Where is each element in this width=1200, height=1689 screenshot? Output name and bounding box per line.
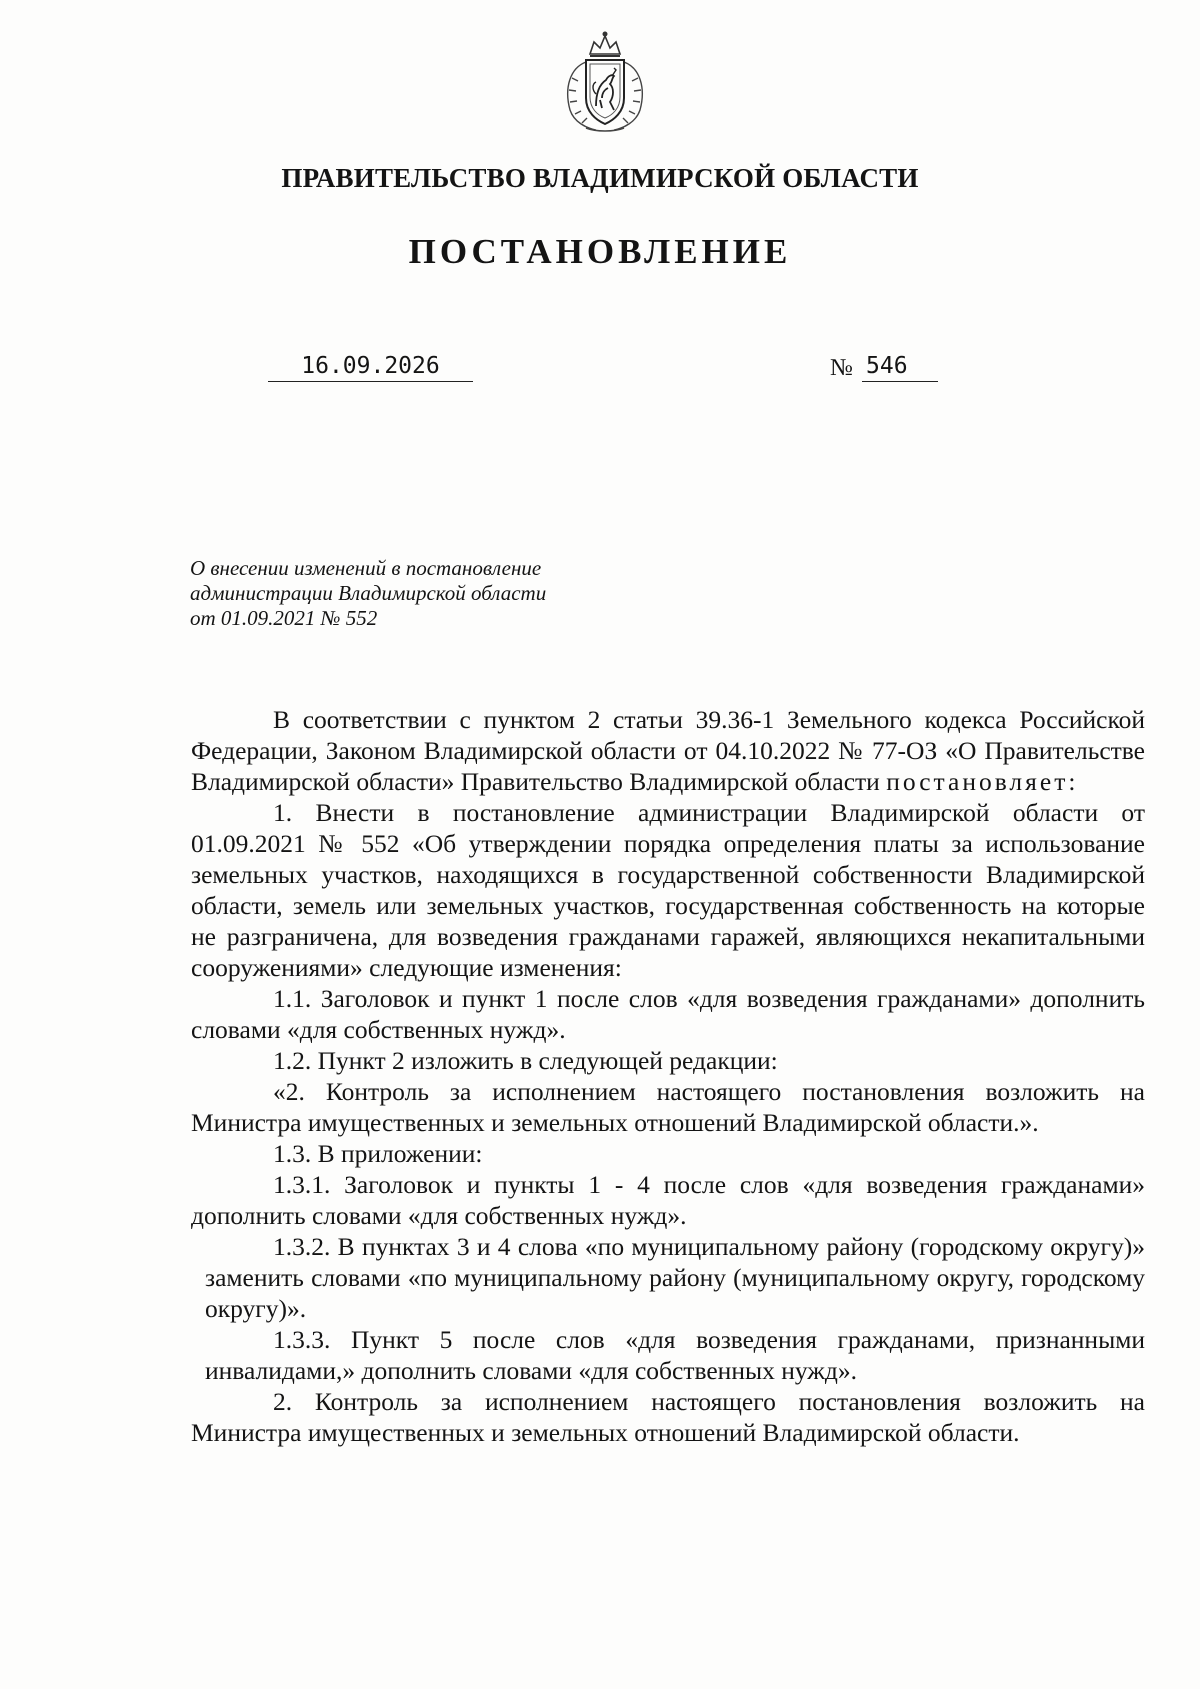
number-sign: № xyxy=(830,355,853,381)
doc-type-title: ПОСТАНОВЛЕНИЕ xyxy=(408,232,792,271)
body-paragraph: 1.1. Заголовок и пункт 1 после слов «для возведения гражданами» дополнить словами «для собственных нужд». xyxy=(191,984,1145,1044)
subject-line: О внесении изменений в постановление xyxy=(190,556,542,580)
subject-line: администрации Владимирской области xyxy=(190,581,547,605)
body-paragraph: 1.3.3. Пункт 5 после слов «для возведения гражданами, признанными инвалидами,» дополнить словами «для собственных нужд». xyxy=(205,1325,1145,1385)
body-paragraph: 1.3.2. В пунктах 3 и 4 слова «по муниципальному району (городскому округу)» заменить словами «по муниципальному району (муниципальному округу, городскому округу)». xyxy=(205,1232,1145,1323)
document-number: 546 xyxy=(862,351,938,382)
preamble-text: В соответствии с пунктом 2 статьи 39.36-1 Земельного кодекса Российской Федерации, Законом Владимирской области от 04.10.2022 № 77-ОЗ «О Правительстве Владимирской области» Правительство Владимирской области xyxy=(191,705,1145,796)
body-paragraph: «2. Контроль за исполнением настоящего постановления возложить на Министра имущественных и земельных отношений Владимирской области.». xyxy=(191,1077,1145,1137)
document-date: 16.09.2026 xyxy=(268,351,473,382)
body-paragraph: 1. Внести в постановление администрации Владимирской области от 01.09.2021 № 552 «Об утверждении порядка определения платы за использование земельных участков, находящихся в государственной собственности Владимирской области, земель или земельных участков, государственная собственность на которые не разграничена, для возведения гражданами гаражей, являющихся некапитальными сооружениями» следующие изменения: xyxy=(191,798,1145,982)
body-paragraph: 1.2. Пункт 2 изложить в следующей редакции: xyxy=(273,1046,778,1075)
body-paragraph: 1.3.1. Заголовок и пункты 1 - 4 после слов «для возведения гражданами» дополнить словами «для собственных нужд». xyxy=(191,1170,1145,1230)
coat-of-arms-icon xyxy=(556,28,654,134)
preamble-paragraph xyxy=(191,704,1145,797)
document-body xyxy=(191,704,1145,1448)
document-subject xyxy=(190,556,610,631)
body-paragraph: 1.3. В приложении: xyxy=(273,1139,483,1168)
org-title: ПРАВИТЕЛЬСТВО ВЛАДИМИРСКОЙ ОБЛАСТИ xyxy=(281,163,919,193)
resolves-word: постановляет: xyxy=(886,767,1079,796)
subject-line: от 01.09.2021 № 552 xyxy=(190,606,378,630)
body-paragraph: 2. Контроль за исполнением настоящего постановления возложить на Министра имущественных и земельных отношений Владимирской области. xyxy=(191,1387,1145,1447)
